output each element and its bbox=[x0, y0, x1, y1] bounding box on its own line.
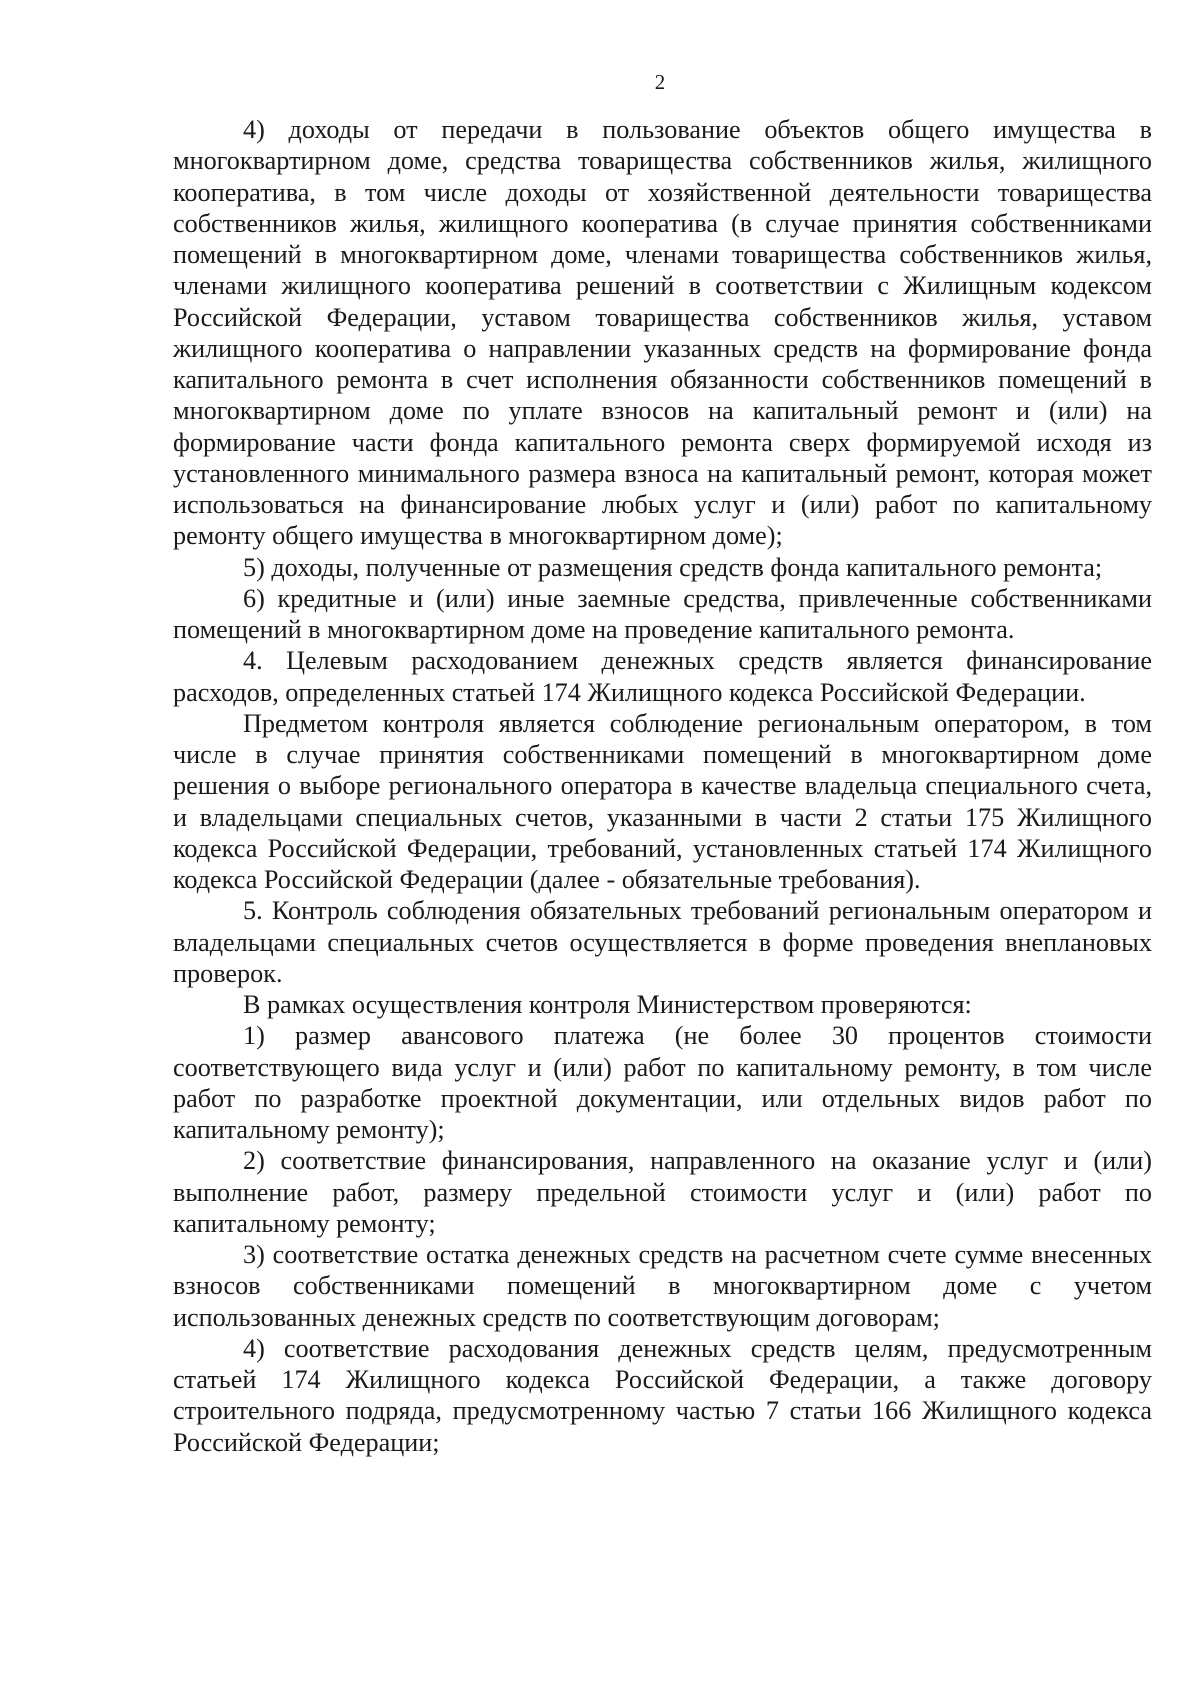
paragraph-subject-of-control: Предметом контроля является соблюдение региональным оператором, в том числе в случае принятия собственниками помещений в многоквартирном доме решения о выборе регионального оператора в качестве владельца специального счета, и владельцами специальных счетов, указанными в части 2 статьи 175 Жилищного кодекса Российской Федерации, требований, установленных статьей 174 Жилищного кодекса Российской Федерации (далее - обязательные требования). bbox=[173, 708, 1152, 894]
paragraph-section-4-targeted-spending: 4. Целевым расходованием денежных средств является финансирование расходов, определенных статьей 174 Жилищного кодекса Российской Федерации. bbox=[173, 646, 1152, 707]
paragraph-item-6-credit-funds: 6) кредитные и (или) иные заемные средства, привлеченные собственниками помещений в многоквартирном доме на проведение капитального ремонта. bbox=[173, 583, 1152, 644]
paragraph-checked-items-intro: В рамках осуществления контроля Министерством проверяются: bbox=[243, 990, 972, 1019]
paragraph-item-4-income-sources: 4) доходы от передачи в пользование объектов общего имущества в многоквартирном доме, средства товарищества собственников жилья, жилищного кооператива, в том числе доходы от хозяйственной деятельности товарищества собственников жилья, жилищного кооператива (в случае принятия собственниками помещений в многоквартирном доме, членами товарищества собственников жилья, членами жилищного кооператива решений в соответствии с Жилищным кодексом Российской Федерации, уставом товарищества собственников жилья, уставом жилищного кооператива о направлении указанных средств на формирование фонда капитального ремонта в счет исполнения обязанности собственников помещений в многоквартирном доме по уплате взносов на капитальный ремонт и (или) на формирование части фонда капитального ремонта сверх формируемой исходя из установленного минимального размера взноса на капитальный ремонт, которая может использоваться на финансирование любых услуг и (или) работ по капитальному ремонту общего имущества в многоквартирном доме); bbox=[173, 115, 1152, 551]
paragraph-check-4-spending-purposes: 4) соответствие расходования денежных средств целям, предусмотренным статьей 174 Жилищного кодекса Российской Федерации, а также договору строительного подряда, предусмотренному частью 7 статьи 166 Жилищного кодекса Российской Федерации; bbox=[173, 1333, 1152, 1457]
paragraph-section-5-control-form: 5. Контроль соблюдения обязательных требований региональным оператором и владельцами специальных счетов осуществляется в форме проведения внеплановых проверок. bbox=[173, 896, 1152, 988]
document-body bbox=[173, 114, 1152, 1458]
page-number: 2 bbox=[654, 70, 666, 94]
paragraph-check-1-advance-payment: 1) размер авансового платежа (не более 30 процентов стоимости соответствующего вида услуг и (или) работ по капитальному ремонту, в том числе работ по разработке проектной документации, или отдельных видов работ по капитальному ремонту); bbox=[173, 1021, 1152, 1144]
paragraph-item-5-fund-placement-income: 5) доходы, полученные от размещения средств фонда капитального ремонта; bbox=[243, 552, 1103, 582]
paragraph-check-3-account-balance: 3) соответствие остатка денежных средств на расчетном счете сумме внесенных взносов собственниками помещений в многоквартирном доме с учетом использованных денежных средств по соответствующим договорам; bbox=[173, 1240, 1152, 1332]
paragraph-check-2-financing-limit: 2) соответствие финансирования, направленного на оказание услуг и (или) выполнение работ, размеру предельной стоимости услуг и (или) работ по капитальному ремонту; bbox=[173, 1146, 1152, 1238]
